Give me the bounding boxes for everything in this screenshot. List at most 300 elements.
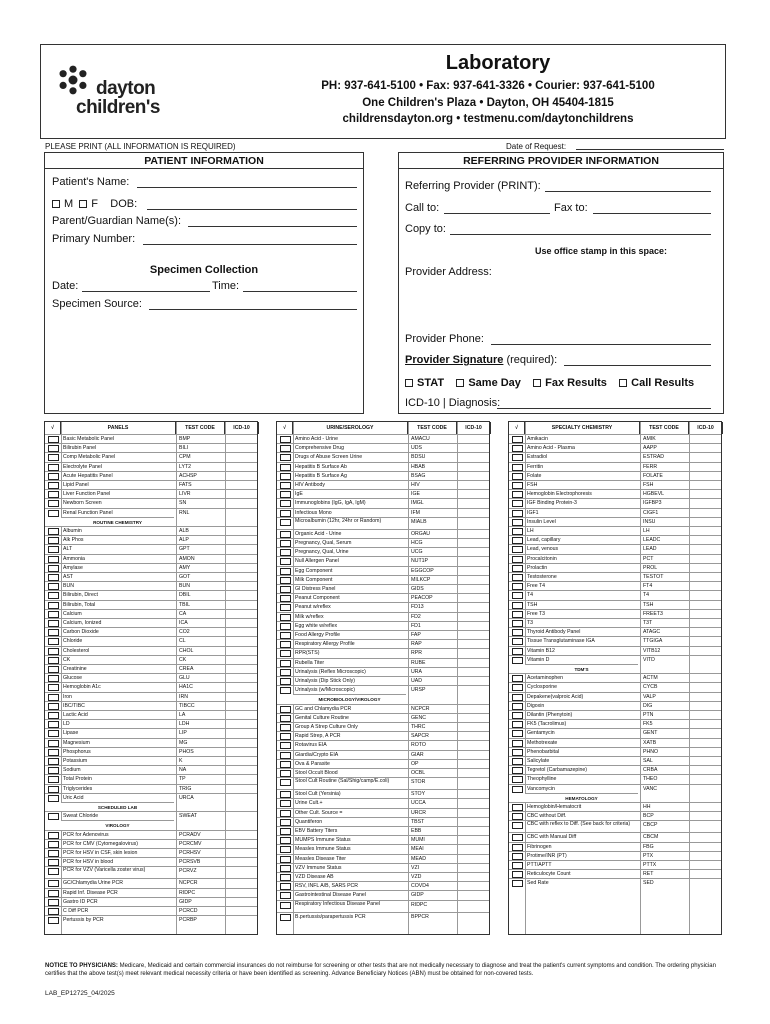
test-row[interactable] xyxy=(45,471,257,480)
test-checkbox[interactable] xyxy=(512,546,523,553)
test-row[interactable] xyxy=(509,832,721,841)
test-checkbox[interactable] xyxy=(48,767,59,774)
test-checkbox[interactable] xyxy=(48,712,59,719)
test-checkbox[interactable] xyxy=(280,752,291,759)
test-checkbox[interactable] xyxy=(512,454,523,461)
test-checkbox[interactable] xyxy=(280,856,291,863)
test-checkbox[interactable] xyxy=(48,528,59,535)
test-row[interactable] xyxy=(45,480,257,489)
test-row[interactable] xyxy=(277,808,489,817)
test-checkbox[interactable] xyxy=(48,500,59,507)
test-checkbox[interactable] xyxy=(48,620,59,627)
specimen-date-field[interactable] xyxy=(82,291,210,292)
test-checkbox[interactable] xyxy=(512,482,523,489)
test-row[interactable] xyxy=(509,462,721,471)
test-row[interactable] xyxy=(509,673,721,682)
test-row[interactable] xyxy=(509,498,721,507)
test-checkbox[interactable] xyxy=(48,602,59,609)
test-checkbox[interactable] xyxy=(280,733,291,740)
test-row[interactable] xyxy=(277,489,489,498)
provider-signature-field[interactable] xyxy=(564,365,711,366)
test-row[interactable] xyxy=(509,526,721,535)
test-checkbox[interactable] xyxy=(48,473,59,480)
test-row[interactable] xyxy=(45,692,257,701)
test-row[interactable] xyxy=(277,593,489,602)
test-row[interactable] xyxy=(509,784,721,793)
test-checkbox[interactable] xyxy=(280,436,291,443)
test-checkbox[interactable] xyxy=(280,604,291,611)
test-checkbox[interactable] xyxy=(280,800,291,807)
test-checkbox[interactable] xyxy=(280,846,291,853)
test-row[interactable] xyxy=(509,646,721,655)
test-checkbox[interactable] xyxy=(512,528,523,535)
test-checkbox[interactable] xyxy=(280,568,291,575)
test-row[interactable] xyxy=(45,793,257,802)
test-checkbox[interactable] xyxy=(48,546,59,553)
test-row[interactable] xyxy=(277,863,489,872)
test-row[interactable] xyxy=(277,722,489,731)
test-row[interactable] xyxy=(277,584,489,593)
test-checkbox[interactable] xyxy=(512,500,523,507)
test-checkbox[interactable] xyxy=(512,648,523,655)
test-row[interactable] xyxy=(45,544,257,553)
test-checkbox[interactable] xyxy=(280,770,291,777)
test-row[interactable] xyxy=(45,590,257,599)
test-row[interactable] xyxy=(277,759,489,768)
test-checkbox[interactable] xyxy=(280,540,291,547)
referring-provider-field[interactable] xyxy=(545,191,711,192)
test-row[interactable] xyxy=(45,618,257,627)
test-row[interactable] xyxy=(509,701,721,710)
test-checkbox[interactable] xyxy=(280,510,291,517)
test-row[interactable] xyxy=(45,897,257,906)
test-row[interactable] xyxy=(45,434,257,443)
test-row[interactable] xyxy=(45,811,257,820)
test-checkbox[interactable] xyxy=(48,445,59,452)
test-row[interactable] xyxy=(509,842,721,851)
test-checkbox[interactable] xyxy=(48,574,59,581)
test-checkbox[interactable] xyxy=(512,519,523,526)
test-row[interactable] xyxy=(277,872,489,881)
test-row[interactable] xyxy=(509,820,721,832)
test-checkbox[interactable] xyxy=(280,577,291,584)
test-row[interactable] xyxy=(45,563,257,572)
test-checkbox[interactable] xyxy=(512,473,523,480)
test-checkbox[interactable] xyxy=(280,715,291,722)
test-row[interactable] xyxy=(45,682,257,691)
test-row[interactable] xyxy=(45,784,257,793)
test-row[interactable] xyxy=(277,713,489,722)
test-row[interactable] xyxy=(277,547,489,556)
test-row[interactable] xyxy=(277,480,489,489)
test-checkbox[interactable] xyxy=(48,583,59,590)
test-checkbox[interactable] xyxy=(48,758,59,765)
test-row[interactable] xyxy=(277,538,489,547)
test-checkbox[interactable] xyxy=(280,865,291,872)
test-checkbox[interactable] xyxy=(48,850,59,857)
test-checkbox[interactable] xyxy=(512,740,523,747)
male-checkbox[interactable] xyxy=(52,200,60,208)
test-row[interactable] xyxy=(277,639,489,648)
stat-checkbox[interactable] xyxy=(405,379,413,387)
test-checkbox[interactable] xyxy=(280,779,291,786)
test-row[interactable] xyxy=(509,719,721,728)
test-row[interactable] xyxy=(45,636,257,645)
provider-phone-field[interactable] xyxy=(491,344,711,345)
test-row[interactable] xyxy=(45,848,257,857)
test-row[interactable] xyxy=(277,471,489,480)
test-checkbox[interactable] xyxy=(512,822,523,829)
test-row[interactable] xyxy=(277,826,489,835)
test-checkbox[interactable] xyxy=(512,510,523,517)
test-row[interactable] xyxy=(277,566,489,575)
test-checkbox[interactable] xyxy=(48,611,59,618)
test-checkbox[interactable] xyxy=(48,859,59,866)
test-checkbox[interactable] xyxy=(512,592,523,599)
test-row[interactable] xyxy=(277,768,489,777)
test-row[interactable] xyxy=(509,851,721,860)
test-row[interactable] xyxy=(509,811,721,820)
test-checkbox[interactable] xyxy=(280,883,291,890)
test-row[interactable] xyxy=(509,480,721,489)
test-checkbox[interactable] xyxy=(512,629,523,636)
test-row[interactable] xyxy=(45,888,257,897)
test-row[interactable] xyxy=(277,575,489,584)
test-row[interactable] xyxy=(45,701,257,710)
test-row[interactable] xyxy=(277,798,489,807)
test-checkbox[interactable] xyxy=(280,473,291,480)
test-checkbox[interactable] xyxy=(512,436,523,443)
test-row[interactable] xyxy=(509,618,721,627)
test-checkbox[interactable] xyxy=(280,669,291,676)
dob-field[interactable] xyxy=(147,209,357,210)
test-checkbox[interactable] xyxy=(280,650,291,657)
test-row[interactable] xyxy=(45,627,257,636)
test-checkbox[interactable] xyxy=(512,776,523,783)
test-checkbox[interactable] xyxy=(48,537,59,544)
test-row[interactable] xyxy=(509,471,721,480)
test-row[interactable] xyxy=(509,600,721,609)
test-row[interactable] xyxy=(277,517,489,529)
test-checkbox[interactable] xyxy=(48,721,59,728)
call-results-checkbox[interactable] xyxy=(619,379,627,387)
test-row[interactable] xyxy=(509,443,721,452)
test-row[interactable] xyxy=(509,802,721,811)
test-row[interactable] xyxy=(509,508,721,517)
test-row[interactable] xyxy=(277,750,489,759)
test-checkbox[interactable] xyxy=(48,740,59,747)
test-checkbox[interactable] xyxy=(280,687,291,694)
test-checkbox[interactable] xyxy=(280,519,291,526)
test-checkbox[interactable] xyxy=(512,804,523,811)
test-checkbox[interactable] xyxy=(280,491,291,498)
test-checkbox[interactable] xyxy=(280,454,291,461)
test-checkbox[interactable] xyxy=(48,795,59,802)
test-checkbox[interactable] xyxy=(48,464,59,471)
test-row[interactable] xyxy=(509,636,721,645)
test-row[interactable] xyxy=(509,572,721,581)
test-row[interactable] xyxy=(509,728,721,737)
test-row[interactable] xyxy=(277,434,489,443)
test-row[interactable] xyxy=(45,857,257,866)
test-checkbox[interactable] xyxy=(48,592,59,599)
test-checkbox[interactable] xyxy=(48,648,59,655)
primary-number-field[interactable] xyxy=(143,244,357,245)
test-row[interactable] xyxy=(277,731,489,740)
test-row[interactable] xyxy=(45,866,257,878)
test-checkbox[interactable] xyxy=(280,549,291,556)
test-checkbox[interactable] xyxy=(512,862,523,869)
test-checkbox[interactable] xyxy=(512,537,523,544)
same-day-checkbox[interactable] xyxy=(456,379,464,387)
test-row[interactable] xyxy=(45,830,257,839)
test-row[interactable] xyxy=(277,685,489,694)
test-checkbox[interactable] xyxy=(280,810,291,817)
test-row[interactable] xyxy=(509,869,721,878)
test-checkbox[interactable] xyxy=(512,749,523,756)
test-row[interactable] xyxy=(45,915,257,924)
test-checkbox[interactable] xyxy=(512,556,523,563)
test-checkbox[interactable] xyxy=(280,828,291,835)
test-checkbox[interactable] xyxy=(280,678,291,685)
test-checkbox[interactable] xyxy=(48,917,59,924)
test-row[interactable] xyxy=(277,452,489,461)
test-checkbox[interactable] xyxy=(280,500,291,507)
test-row[interactable] xyxy=(45,508,257,517)
test-checkbox[interactable] xyxy=(512,657,523,664)
test-checkbox[interactable] xyxy=(48,890,59,897)
test-checkbox[interactable] xyxy=(48,454,59,461)
test-checkbox[interactable] xyxy=(512,721,523,728)
test-checkbox[interactable] xyxy=(512,565,523,572)
test-row[interactable] xyxy=(509,765,721,774)
test-row[interactable] xyxy=(509,554,721,563)
fax-to-field[interactable] xyxy=(593,213,711,214)
test-checkbox[interactable] xyxy=(280,482,291,489)
test-row[interactable] xyxy=(277,556,489,565)
test-checkbox[interactable] xyxy=(48,694,59,701)
test-row[interactable] xyxy=(509,692,721,701)
test-row[interactable] xyxy=(45,664,257,673)
test-row[interactable] xyxy=(509,609,721,618)
test-checkbox[interactable] xyxy=(512,491,523,498)
test-checkbox[interactable] xyxy=(512,834,523,841)
test-checkbox[interactable] xyxy=(512,638,523,645)
test-row[interactable] xyxy=(45,554,257,563)
test-row[interactable] xyxy=(45,526,257,535)
test-checkbox[interactable] xyxy=(512,730,523,737)
test-row[interactable] xyxy=(45,655,257,664)
test-row[interactable] xyxy=(277,881,489,890)
test-row[interactable] xyxy=(509,590,721,599)
call-to-field[interactable] xyxy=(444,213,550,214)
test-row[interactable] xyxy=(509,563,721,572)
female-checkbox[interactable] xyxy=(79,200,87,208)
test-checkbox[interactable] xyxy=(512,712,523,719)
test-checkbox[interactable] xyxy=(48,482,59,489)
test-checkbox[interactable] xyxy=(512,786,523,793)
test-checkbox[interactable] xyxy=(512,620,523,627)
test-checkbox[interactable] xyxy=(512,853,523,860)
test-checkbox[interactable] xyxy=(280,632,291,639)
test-checkbox[interactable] xyxy=(512,611,523,618)
test-row[interactable] xyxy=(45,443,257,452)
test-row[interactable] xyxy=(277,658,489,667)
test-row[interactable] xyxy=(45,535,257,544)
test-checkbox[interactable] xyxy=(48,841,59,848)
test-checkbox[interactable] xyxy=(280,742,291,749)
test-row[interactable] xyxy=(45,765,257,774)
test-row[interactable] xyxy=(45,710,257,719)
test-row[interactable] xyxy=(45,572,257,581)
test-checkbox[interactable] xyxy=(280,660,291,667)
test-checkbox[interactable] xyxy=(48,556,59,563)
test-row[interactable] xyxy=(45,738,257,747)
test-checkbox[interactable] xyxy=(512,602,523,609)
test-checkbox[interactable] xyxy=(512,767,523,774)
test-row[interactable] xyxy=(45,719,257,728)
test-row[interactable] xyxy=(509,489,721,498)
test-row[interactable] xyxy=(277,602,489,611)
test-checkbox[interactable] xyxy=(48,899,59,906)
icd-diagnosis-field[interactable] xyxy=(497,408,711,409)
test-row[interactable] xyxy=(277,854,489,863)
test-checkbox[interactable] xyxy=(48,880,59,887)
test-row[interactable] xyxy=(45,878,257,887)
test-checkbox[interactable] xyxy=(48,666,59,673)
test-row[interactable] xyxy=(277,462,489,471)
test-checkbox[interactable] xyxy=(48,565,59,572)
test-row[interactable] xyxy=(509,544,721,553)
test-checkbox[interactable] xyxy=(512,871,523,878)
test-checkbox[interactable] xyxy=(280,791,291,798)
test-checkbox[interactable] xyxy=(48,832,59,839)
test-row[interactable] xyxy=(509,682,721,691)
test-checkbox[interactable] xyxy=(280,445,291,452)
test-row[interactable] xyxy=(509,452,721,461)
test-checkbox[interactable] xyxy=(512,880,523,887)
copy-to-field[interactable] xyxy=(450,234,711,235)
test-checkbox[interactable] xyxy=(280,623,291,630)
test-checkbox[interactable] xyxy=(48,510,59,517)
test-row[interactable] xyxy=(509,878,721,887)
test-checkbox[interactable] xyxy=(48,629,59,636)
test-row[interactable] xyxy=(45,498,257,507)
test-row[interactable] xyxy=(277,529,489,538)
specimen-source-field[interactable] xyxy=(149,309,357,310)
test-row[interactable] xyxy=(45,839,257,848)
test-row[interactable] xyxy=(45,728,257,737)
test-row[interactable] xyxy=(277,667,489,676)
test-row[interactable] xyxy=(277,676,489,685)
test-checkbox[interactable] xyxy=(512,703,523,710)
test-checkbox[interactable] xyxy=(280,914,291,921)
test-row[interactable] xyxy=(45,452,257,461)
test-checkbox[interactable] xyxy=(48,684,59,691)
test-row[interactable] xyxy=(277,890,489,899)
test-checkbox[interactable] xyxy=(512,675,523,682)
test-row[interactable] xyxy=(509,747,721,756)
test-row[interactable] xyxy=(45,581,257,590)
test-checkbox[interactable] xyxy=(280,892,291,899)
test-row[interactable] xyxy=(45,673,257,682)
test-row[interactable] xyxy=(45,609,257,618)
test-checkbox[interactable] xyxy=(280,586,291,593)
test-row[interactable] xyxy=(45,906,257,915)
test-row[interactable] xyxy=(277,612,489,621)
test-checkbox[interactable] xyxy=(280,595,291,602)
test-row[interactable] xyxy=(277,648,489,657)
test-row[interactable] xyxy=(509,756,721,765)
test-row[interactable] xyxy=(509,860,721,869)
test-row[interactable] xyxy=(509,710,721,719)
test-checkbox[interactable] xyxy=(48,868,59,875)
test-checkbox[interactable] xyxy=(48,730,59,737)
test-row[interactable] xyxy=(509,434,721,443)
test-row[interactable] xyxy=(277,740,489,749)
test-row[interactable] xyxy=(45,747,257,756)
test-checkbox[interactable] xyxy=(48,908,59,915)
test-row[interactable] xyxy=(277,777,489,789)
test-checkbox[interactable] xyxy=(48,813,59,820)
test-row[interactable] xyxy=(45,489,257,498)
test-checkbox[interactable] xyxy=(512,694,523,701)
test-checkbox[interactable] xyxy=(512,445,523,452)
test-row[interactable] xyxy=(509,627,721,636)
test-row[interactable] xyxy=(277,912,489,921)
test-checkbox[interactable] xyxy=(280,819,291,826)
test-row[interactable] xyxy=(277,789,489,798)
test-checkbox[interactable] xyxy=(512,844,523,851)
test-checkbox[interactable] xyxy=(48,749,59,756)
fax-results-checkbox[interactable] xyxy=(533,379,541,387)
test-checkbox[interactable] xyxy=(512,574,523,581)
test-checkbox[interactable] xyxy=(280,837,291,844)
test-row[interactable] xyxy=(45,756,257,765)
guardian-field[interactable] xyxy=(188,226,357,227)
test-row[interactable] xyxy=(277,508,489,517)
test-checkbox[interactable] xyxy=(280,874,291,881)
test-row[interactable] xyxy=(45,462,257,471)
test-row[interactable] xyxy=(45,600,257,609)
test-checkbox[interactable] xyxy=(48,436,59,443)
test-checkbox[interactable] xyxy=(280,902,291,909)
test-row[interactable] xyxy=(509,581,721,590)
test-row[interactable] xyxy=(277,817,489,826)
test-row[interactable] xyxy=(45,646,257,655)
test-checkbox[interactable] xyxy=(512,583,523,590)
test-row[interactable] xyxy=(277,900,489,912)
test-checkbox[interactable] xyxy=(280,558,291,565)
test-row[interactable] xyxy=(277,844,489,853)
test-row[interactable] xyxy=(277,498,489,507)
test-row[interactable] xyxy=(509,517,721,526)
test-checkbox[interactable] xyxy=(512,813,523,820)
specimen-time-field[interactable] xyxy=(243,291,357,292)
test-checkbox[interactable] xyxy=(512,758,523,765)
test-checkbox[interactable] xyxy=(48,786,59,793)
test-checkbox[interactable] xyxy=(280,761,291,768)
test-row[interactable] xyxy=(277,630,489,639)
patient-name-field[interactable] xyxy=(137,187,357,188)
test-checkbox[interactable] xyxy=(48,675,59,682)
test-checkbox[interactable] xyxy=(512,684,523,691)
test-checkbox[interactable] xyxy=(48,657,59,664)
test-row[interactable] xyxy=(509,655,721,664)
test-checkbox[interactable] xyxy=(512,464,523,471)
test-checkbox[interactable] xyxy=(280,614,291,621)
test-row[interactable] xyxy=(277,443,489,452)
